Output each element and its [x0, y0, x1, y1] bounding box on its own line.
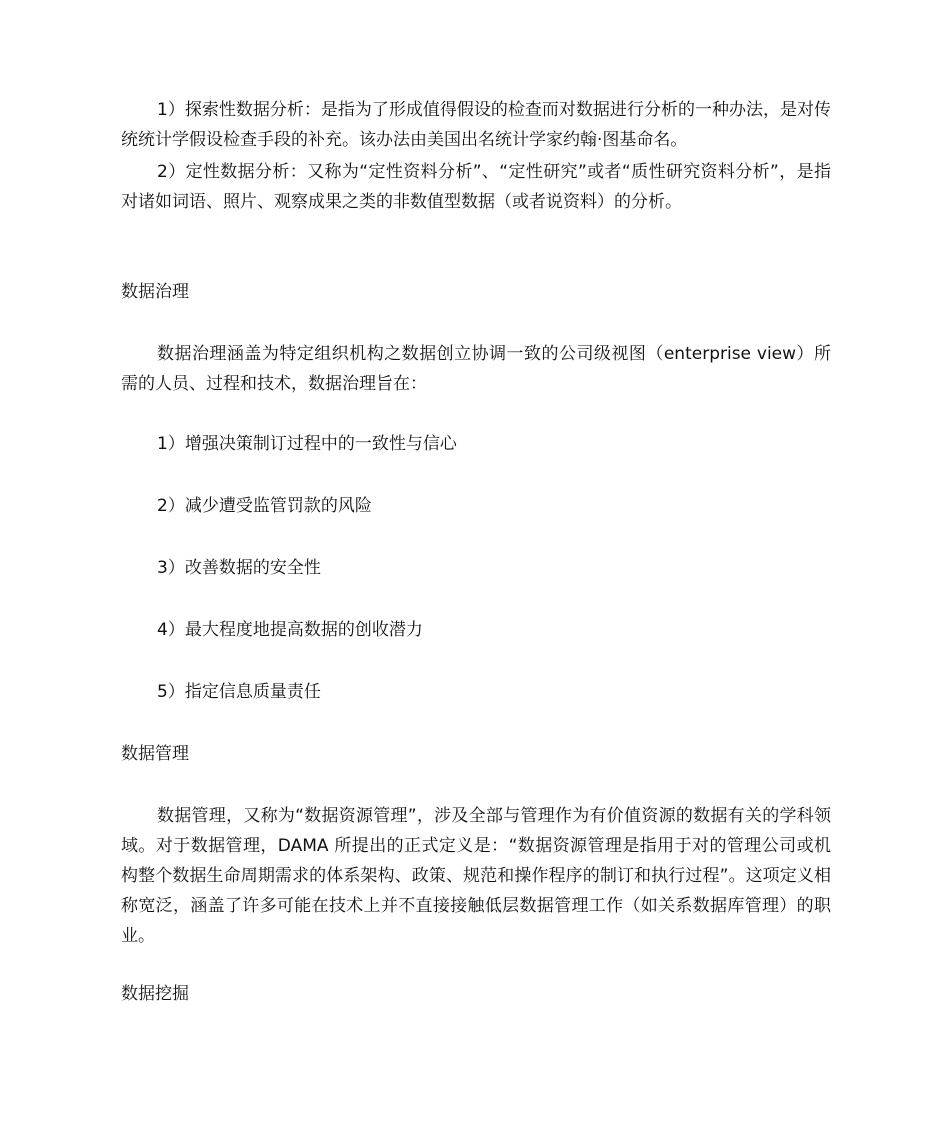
heading-data-management: 数据管理	[121, 744, 189, 764]
list-item-governance-2: 2）减少遭受监管罚款的风险	[157, 496, 372, 516]
list-item-governance-4: 4）最大程度地提高数据的创收潜力	[157, 620, 423, 640]
paragraph-data-governance: 数据治理涵盖为特定组织机构之数据创立协调一致的公司级视图（enterprise view）所需的人员、过程和技术，数据治理旨在：	[121, 344, 831, 394]
list-item-governance-1: 1）增强决策制订过程中的一致性与信心	[157, 434, 457, 454]
list-item-governance-3: 3）改善数据的安全性	[157, 558, 321, 578]
heading-data-governance: 数据治理	[121, 282, 189, 302]
paragraph-data-management: 数据管理，又称为“数据资源管理”，涉及全部与管理作为有价值资源的数据有关的学科领域。对于数据管理，DAMA 所提出的正式定义是：“数据资源管理是指用于对的管理公司或机构整个数据生命周期需求的体系架构、政策、规范和操作程序的制订和执行过程”。这项定义相称宽泛，涵盖了许多可能在技术上并不直接接触低层数据管理工作（如关系数据库管理）的职业。	[121, 806, 831, 946]
paragraph-exploratory-analysis: 1）探索性数据分析：是指为了形成值得假设的检查而对数据进行分析的一种办法，是对传统统计学假设检查手段的补充。该办法由美国出名统计学家约翰·图基命名。	[121, 100, 831, 150]
heading-data-mining: 数据挖掘	[121, 984, 189, 1004]
list-item-governance-5: 5）指定信息质量责任	[157, 682, 321, 702]
paragraph-qualitative-analysis: 2）定性数据分析：又称为“定性资料分析”、“定性研究”或者“质性研究资料分析”，是指对诸如词语、照片、观察成果之类的非数值型数据（或者说资料）的分析。	[121, 162, 831, 212]
